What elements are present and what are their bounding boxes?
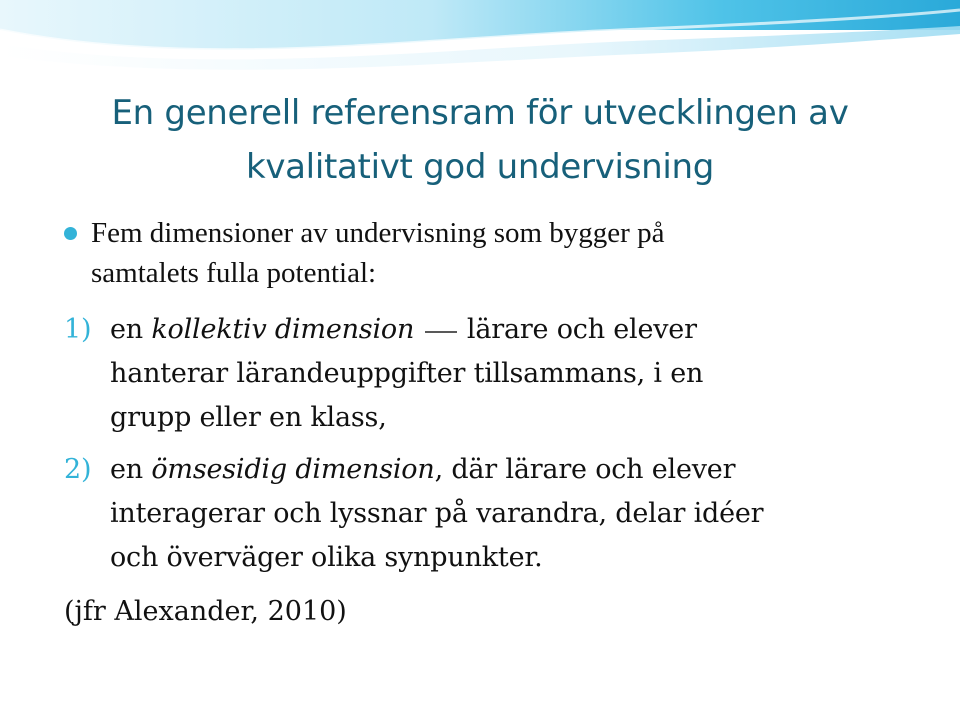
list-item-line-1 [64, 448, 924, 492]
list-item-rest: lärare och elever [458, 314, 697, 345]
dash-separator [414, 314, 458, 345]
list-item-1 [64, 308, 924, 440]
list-item-number: 2) [64, 454, 92, 485]
list-item-emphasis: kollektiv dimension [151, 314, 415, 345]
list-item-rest: , där lärare och elever [434, 454, 736, 485]
slide-title-line-1: En generell referensram för utvecklingen av [111, 93, 849, 133]
list-item-line-2: hanterar lärandeuppgifter tillsammans, i en [110, 358, 704, 389]
list-item-line-3: grupp eller en klass, [110, 402, 387, 433]
bullet-dot-icon [64, 227, 77, 240]
list-item-emphasis: ömsesidig dimension [151, 454, 435, 485]
reference-citation: (jfr Alexander, 2010) [64, 596, 347, 627]
list-item-line-2: interagerar och lyssnar på varandra, delar idéer [110, 498, 764, 529]
slide-title [40, 86, 920, 194]
list-item-prefix: en [110, 454, 152, 485]
bullet-text-line-1: Fem dimensioner av undervisning som bygger på [91, 217, 665, 249]
list-item-number: 1) [64, 314, 92, 345]
bullet-point [64, 213, 894, 293]
dash-icon [423, 324, 459, 338]
bullet-text-line-2: samtalets fulla potential: [91, 257, 377, 289]
list-item-line-3: och överväger olika synpunkter. [110, 542, 543, 573]
list-item-line-1 [64, 308, 924, 352]
header-wave-decoration [0, 0, 960, 80]
list-item-2 [64, 448, 924, 580]
list-item-prefix: en [110, 314, 152, 345]
slide-title-line-2: kvalitativt god undervisning [245, 147, 715, 187]
